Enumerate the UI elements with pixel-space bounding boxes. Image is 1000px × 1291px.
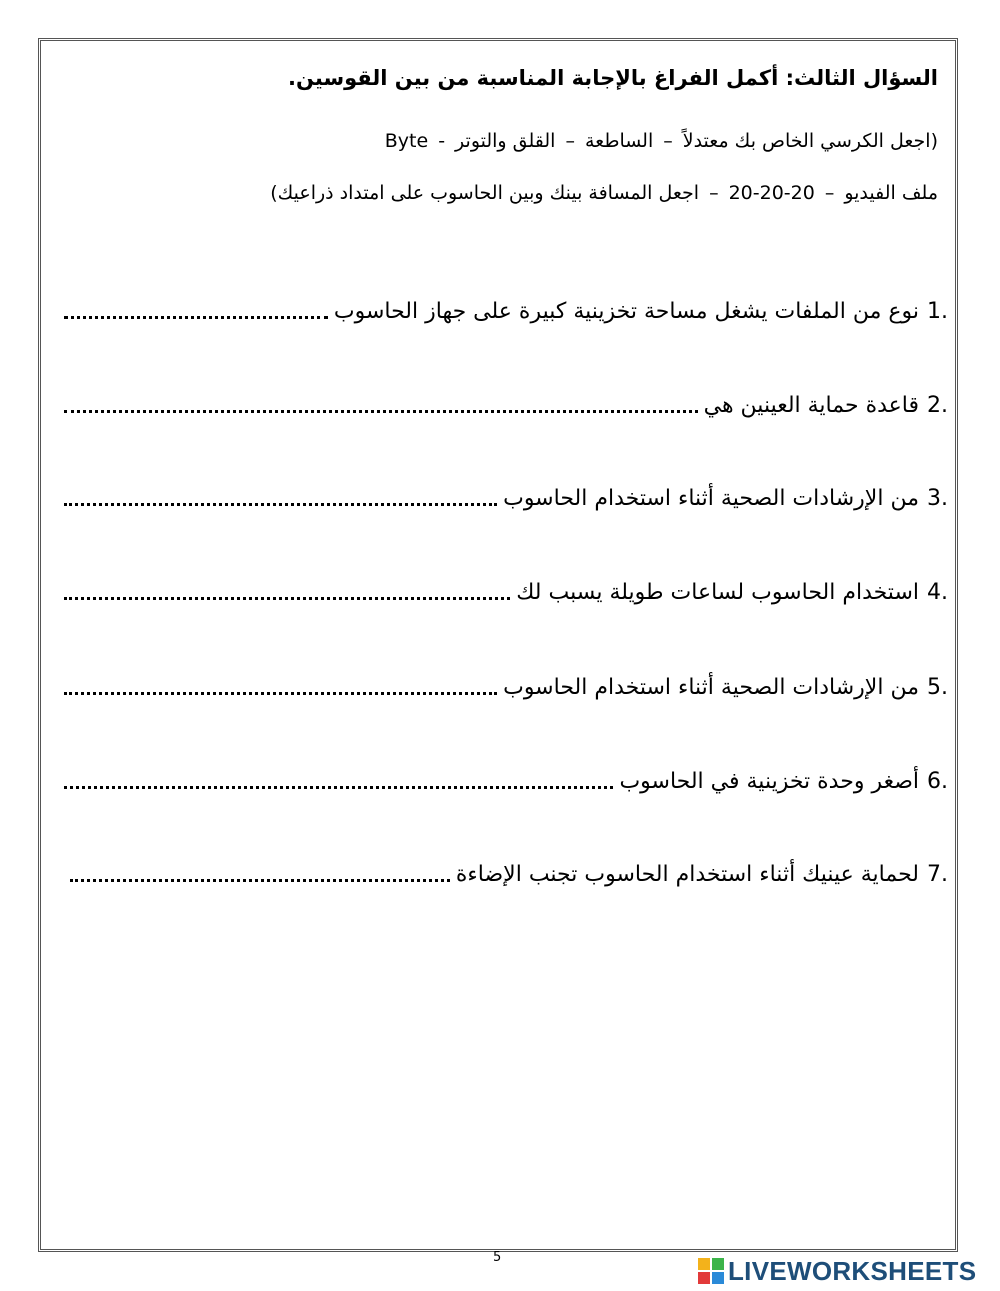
answer-blank[interactable]: [64, 477, 497, 506]
open-paren: (: [930, 130, 938, 152]
question-6: [64, 760, 948, 794]
answer-blank[interactable]: [64, 571, 510, 600]
question-number: 3.: [927, 486, 948, 511]
question-number: 7.: [927, 862, 948, 887]
question-4: [64, 571, 948, 605]
question-2: [64, 384, 948, 418]
logo-squares-icon: [698, 1258, 724, 1284]
answer-blank[interactable]: [70, 853, 450, 882]
answer-blank[interactable]: [64, 384, 698, 413]
answer-blank[interactable]: [64, 760, 613, 789]
question-3: [64, 477, 948, 511]
close-paren: ): [270, 182, 278, 204]
question-5: [64, 666, 948, 700]
question-number: 5.: [927, 675, 948, 700]
choice-separator: –: [709, 182, 719, 204]
question-1: [64, 290, 948, 324]
logo-square-red: [698, 1272, 710, 1284]
answer-blank[interactable]: [64, 666, 497, 695]
logo-square-yellow: [698, 1258, 710, 1270]
question-title: السؤال الثالث: أكمل الفراغ بالإجابة المناسبة من بين القوسين.: [288, 66, 938, 90]
question-text: لحماية عينيك أثناء استخدام الحاسوب تجنب الإضاءة: [455, 862, 919, 887]
logo-square-blue: [712, 1272, 724, 1284]
page-number: 5: [493, 1250, 502, 1265]
choice-video-file: ملف الفيديو: [844, 182, 938, 204]
choice-chair: اجعل الكرسي الخاص بك معتدلاً: [682, 130, 931, 152]
question-text: قاعدة حماية العينين هي: [703, 393, 919, 418]
brand-name: LIVEWORKSHEETS: [728, 1255, 977, 1286]
choice-byte: Byte: [384, 130, 429, 152]
question-text: أصغر وحدة تخزينية في الحاسوب: [619, 769, 919, 794]
question-text: نوع من الملفات يشغل مساحة تخزينية كبيرة على جهاز الحاسوب: [333, 299, 919, 324]
answer-choices-line-2: [270, 182, 938, 204]
question-text: استخدام الحاسوب لساعات طويلة يسبب لك: [516, 580, 919, 605]
question-number: 2.: [927, 393, 948, 418]
choice-20-20-20: 20-20-20: [728, 182, 815, 204]
question-number: 6.: [927, 769, 948, 794]
question-7: [70, 853, 948, 887]
question-number: 4.: [927, 580, 948, 605]
choice-anxiety: القلق والتوتر: [455, 130, 556, 152]
answer-blank[interactable]: [64, 290, 328, 319]
question-text: من الإرشادات الصحية أثناء استخدام الحاسوب: [503, 675, 919, 700]
question-number: 1.: [927, 299, 948, 324]
choice-separator: –: [565, 130, 575, 152]
question-text: من الإرشادات الصحية أثناء استخدام الحاسوب: [503, 486, 919, 511]
choice-bright: الساطعة: [584, 130, 654, 152]
choice-separator: –: [824, 182, 835, 204]
worksheet-frame: [38, 38, 958, 1252]
choice-separator: -: [438, 130, 446, 152]
choice-separator: –: [663, 130, 673, 152]
answer-choices-line-1: [385, 130, 938, 152]
choice-arm-distance: اجعل المسافة بينك وبين الحاسوب على امتداد ذراعيك: [277, 182, 700, 204]
logo-square-green: [712, 1258, 724, 1270]
liveworksheets-logo[interactable]: [698, 1257, 976, 1285]
